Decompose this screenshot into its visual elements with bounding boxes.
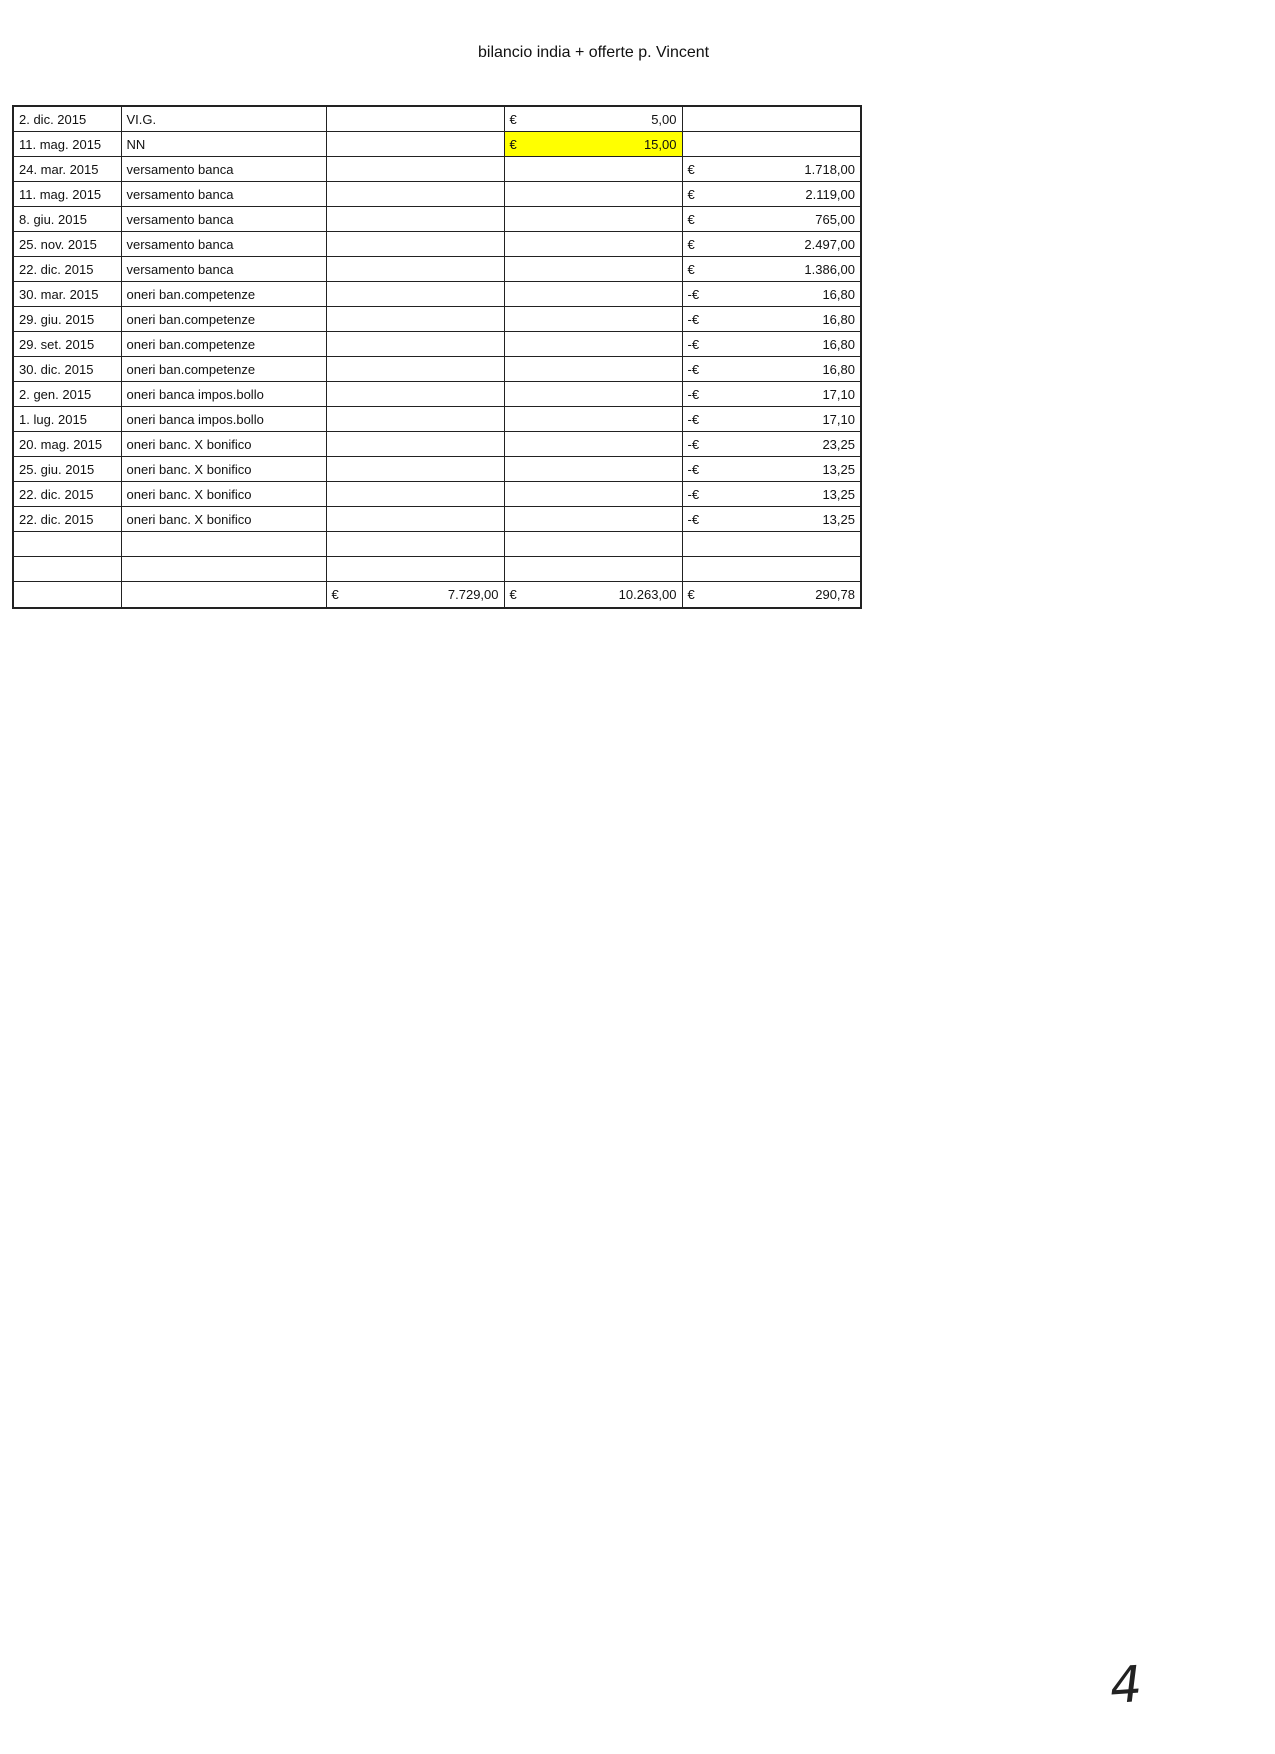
amount-cell (326, 357, 504, 382)
table-row (13, 307, 861, 332)
amount-cell (504, 232, 682, 257)
table-row (13, 482, 861, 507)
amount-value: 13,25 (822, 461, 855, 477)
currency-symbol: -€ (687, 486, 700, 502)
currency-symbol: -€ (687, 286, 700, 302)
amount-cell (682, 407, 861, 432)
amount-cell (326, 407, 504, 432)
amount-cell (504, 532, 682, 557)
amount-value: 1.718,00 (804, 161, 855, 177)
amount-cell (504, 132, 682, 157)
table-row (13, 182, 861, 207)
description-cell: oneri ban.competenze (121, 282, 326, 307)
table-row (13, 382, 861, 407)
empty-cell (121, 582, 326, 609)
amount-value: 290,78 (815, 587, 855, 602)
date-cell: 29. set. 2015 (13, 332, 121, 357)
description-cell: versamento banca (121, 157, 326, 182)
table-row (13, 207, 861, 232)
amount-cell (682, 582, 861, 609)
page-number: 4 (1108, 1654, 1144, 1716)
date-cell: 2. dic. 2015 (13, 106, 121, 132)
amount-value: 5,00 (651, 111, 677, 127)
currency-symbol: € (509, 136, 517, 152)
amount-cell (326, 532, 504, 557)
currency-symbol: € (509, 587, 517, 602)
date-cell: 25. giu. 2015 (13, 457, 121, 482)
currency-symbol: -€ (687, 386, 700, 402)
date-cell: 20. mag. 2015 (13, 432, 121, 457)
date-cell: 29. giu. 2015 (13, 307, 121, 332)
table-row (13, 457, 861, 482)
amount-cell (682, 382, 861, 407)
table-row (13, 232, 861, 257)
amount-cell (682, 357, 861, 382)
amount-cell (682, 507, 861, 532)
amount-cell (682, 457, 861, 482)
amount-cell (326, 332, 504, 357)
amount-cell (326, 507, 504, 532)
currency-symbol: -€ (687, 311, 700, 327)
currency-symbol: € (687, 161, 695, 177)
amount-cell (504, 106, 682, 132)
date-cell (13, 557, 121, 582)
date-cell (13, 532, 121, 557)
amount-value: 15,00 (643, 136, 677, 152)
amount-cell (504, 582, 682, 609)
amount-cell (326, 232, 504, 257)
description-cell (121, 557, 326, 582)
currency-symbol: € (331, 587, 339, 602)
amount-cell (682, 482, 861, 507)
amount-cell (326, 557, 504, 582)
currency-symbol: € (687, 261, 695, 277)
amount-value: 2.497,00 (804, 236, 855, 252)
amount-cell (504, 557, 682, 582)
amount-value: 23,25 (822, 436, 855, 452)
amount-value: 16,80 (822, 311, 855, 327)
description-cell: oneri ban.competenze (121, 332, 326, 357)
amount-cell (682, 432, 861, 457)
amount-cell (504, 457, 682, 482)
amount-cell (504, 357, 682, 382)
description-cell: oneri ban.competenze (121, 307, 326, 332)
amount-cell (504, 182, 682, 207)
table-row (13, 357, 861, 382)
table-row (13, 106, 861, 132)
table-row (13, 507, 861, 532)
amount-value: 17,10 (822, 411, 855, 427)
amount-cell (682, 106, 861, 132)
description-cell: oneri banca impos.bollo (121, 407, 326, 432)
currency-symbol: € (687, 186, 695, 202)
currency-symbol: -€ (687, 361, 700, 377)
amount-value: 2.119,00 (805, 186, 855, 202)
amount-value: 765,00 (815, 211, 855, 227)
amount-cell (504, 307, 682, 332)
amount-value: 1.386,00 (804, 261, 855, 277)
currency-symbol: € (687, 236, 695, 252)
amount-cell (326, 282, 504, 307)
currency-symbol: -€ (687, 411, 700, 427)
description-cell: oneri banc. X bonifico (121, 482, 326, 507)
amount-cell (504, 332, 682, 357)
description-cell: NN (121, 132, 326, 157)
description-cell: oneri banc. X bonifico (121, 432, 326, 457)
table-row (13, 257, 861, 282)
amount-cell (682, 157, 861, 182)
amount-value: 16,80 (822, 286, 855, 302)
amount-value: 16,80 (822, 361, 855, 377)
currency-symbol: -€ (687, 461, 700, 477)
date-cell: 22. dic. 2015 (13, 257, 121, 282)
amount-value: 17,10 (822, 386, 855, 402)
ledger-body (13, 106, 861, 608)
description-cell: oneri banc. X bonifico (121, 507, 326, 532)
amount-cell (326, 106, 504, 132)
ledger-table (12, 105, 862, 609)
amount-cell (326, 457, 504, 482)
amount-value: 7.729,00 (447, 587, 499, 602)
date-cell: 11. mag. 2015 (13, 182, 121, 207)
amount-cell (326, 432, 504, 457)
date-cell: 1. lug. 2015 (13, 407, 121, 432)
date-cell: 25. nov. 2015 (13, 232, 121, 257)
amount-cell (326, 157, 504, 182)
amount-cell (682, 532, 861, 557)
amount-cell (682, 332, 861, 357)
currency-symbol: -€ (687, 436, 700, 452)
description-cell: VI.G. (121, 106, 326, 132)
currency-symbol: € (509, 111, 517, 127)
amount-value: 13,25 (822, 511, 855, 527)
currency-symbol: -€ (687, 336, 700, 352)
empty-cell (13, 582, 121, 609)
amount-cell (326, 582, 504, 609)
amount-cell (682, 257, 861, 282)
currency-symbol: € (687, 211, 695, 227)
amount-cell (682, 232, 861, 257)
description-cell: oneri banc. X bonifico (121, 457, 326, 482)
amount-cell (504, 157, 682, 182)
description-cell: versamento banca (121, 232, 326, 257)
description-cell: oneri ban.competenze (121, 357, 326, 382)
table-row (13, 432, 861, 457)
amount-value: 13,25 (822, 486, 855, 502)
table-row (13, 407, 861, 432)
totals-row (13, 582, 861, 609)
date-cell: 22. dic. 2015 (13, 507, 121, 532)
amount-cell (504, 482, 682, 507)
currency-symbol: -€ (687, 511, 700, 527)
date-cell: 30. dic. 2015 (13, 357, 121, 382)
amount-cell (326, 182, 504, 207)
date-cell: 2. gen. 2015 (13, 382, 121, 407)
amount-cell (326, 482, 504, 507)
table-row (13, 132, 861, 157)
description-cell: versamento banca (121, 207, 326, 232)
amount-cell (326, 207, 504, 232)
amount-cell (682, 307, 861, 332)
amount-cell (682, 132, 861, 157)
amount-value: 10.263,00 (618, 587, 677, 602)
description-cell: versamento banca (121, 182, 326, 207)
amount-cell (504, 432, 682, 457)
description-cell: versamento banca (121, 257, 326, 282)
amount-cell (504, 282, 682, 307)
table-row (13, 557, 861, 582)
description-cell: oneri banca impos.bollo (121, 382, 326, 407)
amount-cell (504, 382, 682, 407)
date-cell: 8. giu. 2015 (13, 207, 121, 232)
amount-cell (682, 182, 861, 207)
amount-value: 16,80 (822, 336, 855, 352)
amount-cell (682, 282, 861, 307)
amount-cell (326, 132, 504, 157)
description-cell (121, 532, 326, 557)
amount-cell (504, 207, 682, 232)
amount-cell (504, 507, 682, 532)
date-cell: 24. mar. 2015 (13, 157, 121, 182)
amount-cell (504, 407, 682, 432)
table-row (13, 157, 861, 182)
table-row (13, 532, 861, 557)
table-row (13, 282, 861, 307)
amount-cell (682, 557, 861, 582)
amount-cell (326, 257, 504, 282)
currency-symbol: € (687, 587, 695, 602)
table-row (13, 332, 861, 357)
page-title: bilancio india + offerte p. Vincent (478, 44, 710, 61)
date-cell: 11. mag. 2015 (13, 132, 121, 157)
date-cell: 30. mar. 2015 (13, 282, 121, 307)
amount-cell (504, 257, 682, 282)
date-cell: 22. dic. 2015 (13, 482, 121, 507)
amount-cell (326, 307, 504, 332)
amount-cell (682, 207, 861, 232)
amount-cell (326, 382, 504, 407)
